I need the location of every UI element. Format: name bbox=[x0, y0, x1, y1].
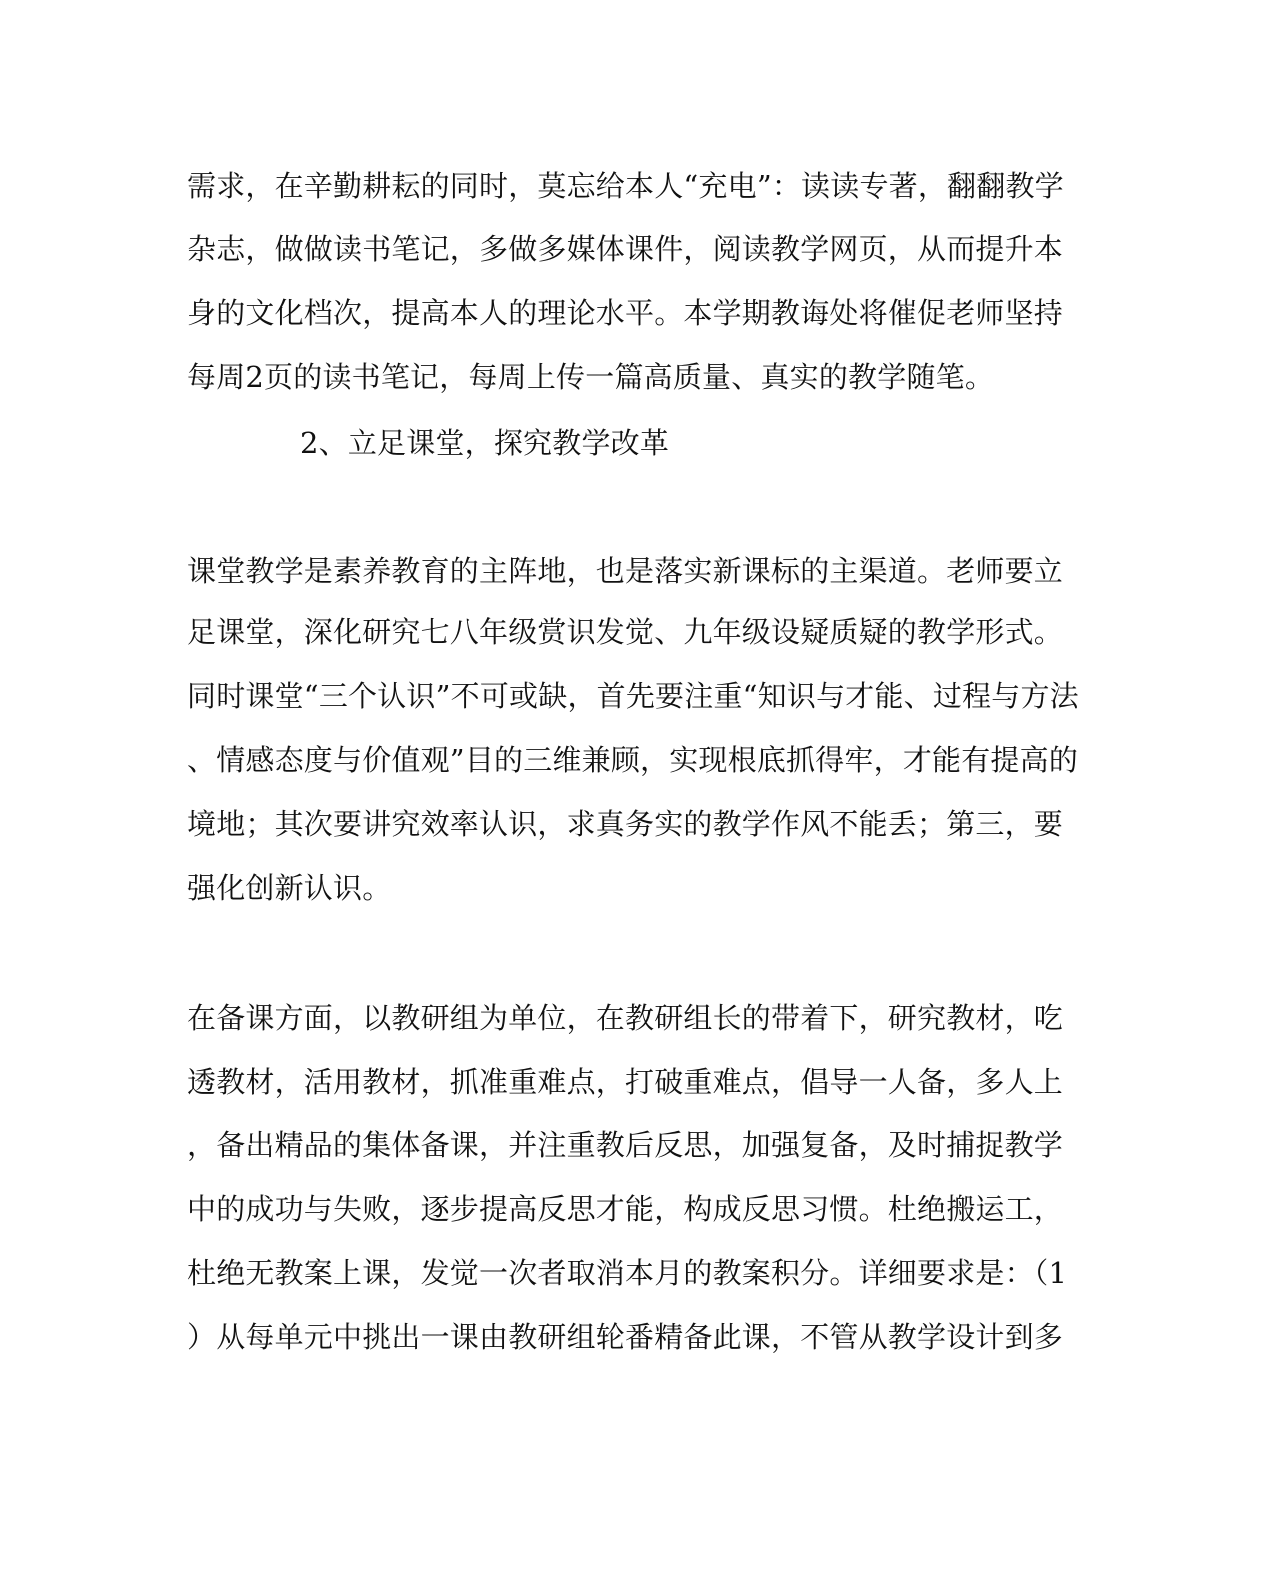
para1-line-3: 身的文化档次，提高本人的理论水平。本学期教诲处将催促老师坚持 bbox=[187, 296, 1064, 330]
para1-line-1: 需求，在辛勤耕耘的同时，莫忘给本人“充电”：读读专著，翻翻教学 bbox=[187, 169, 1064, 203]
para2-line-2: 足课堂，深化研究七八年级赏识发觉、九年级设疑质疑的教学形式。 bbox=[187, 615, 1064, 649]
para3-line-6: ）从每单元中挑出一课由教研组轮番精备此课，不管从教学设计到多 bbox=[187, 1320, 1064, 1354]
para2-line-5: 境地；其次要讲究效率认识，求真务实的教学作风不能丢；第三，要 bbox=[187, 807, 1064, 841]
para3-line-2: 透教材，活用教材，抓准重难点，打破重难点，倡导一人备，多人上 bbox=[187, 1065, 1064, 1099]
para2-line-4: 、情感态度与价值观”目的三维兼顾，实现根底抓得牢，才能有提高的 bbox=[187, 743, 1079, 777]
section-heading: 2、立足课堂，探究教学改革 bbox=[300, 426, 670, 460]
para3-line-5: 杜绝无教案上课，发觉一次者取消本月的教案积分。详细要求是：（1 bbox=[187, 1256, 1068, 1290]
para3-line-4: 中的成功与失败，逐步提高反思才能，构成反思习惯。杜绝搬运工， bbox=[187, 1192, 1064, 1226]
para3-line-1: 在备课方面，以教研组为单位，在教研组长的带着下，研究教材，吃 bbox=[187, 1001, 1064, 1035]
para2-line-3: 同时课堂“三个认识”不可或缺，首先要注重“知识与才能、过程与方法 bbox=[187, 679, 1079, 713]
para3-line-3: ，备出精品的集体备课，并注重教后反思，加强复备，及时捕捉教学 bbox=[187, 1128, 1064, 1162]
para2-line-6: 强化创新认识。 bbox=[187, 871, 392, 905]
para1-line-2: 杂志，做做读书笔记，多做多媒体课件，阅读教学网页，从而提升本 bbox=[187, 232, 1064, 266]
para2-line-1: 课堂教学是素养教育的主阵地，也是落实新课标的主渠道。老师要立 bbox=[187, 554, 1064, 588]
para1-line-4: 每周2页的读书笔记，每周上传一篇高质量、真实的教学随笔。 bbox=[187, 360, 995, 394]
